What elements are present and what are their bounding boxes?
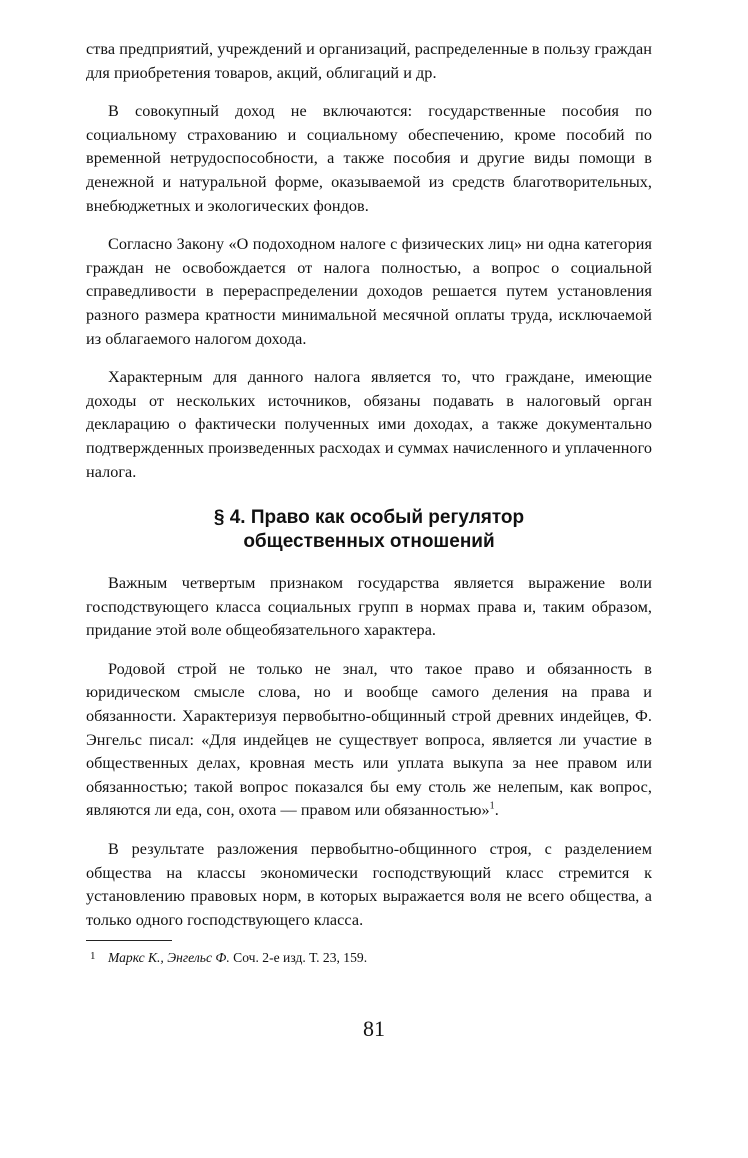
page-number: 81 [363, 1016, 385, 1041]
paragraph-class-society: В результате разложения первобытно-общинного строя, с разделением общества на классы экономически господствующий класс стремится к установлению правовых норм, в которых выражается воля не всего общества, а только одного господствующего класса. [86, 840, 652, 929]
footnote-reference: 1 [489, 801, 495, 813]
section-heading-line1: § 4. Право как особый регулятор [213, 507, 525, 529]
paragraph-continuation: ства предприятий, учреждений и организаций, распределенные в пользу граждан для приобретения товаров, акций, облигаций и др. [86, 40, 652, 82]
footnote-authors: Маркс К., Энгельс Ф. [108, 950, 230, 966]
footnote [86, 947, 652, 967]
section-heading-line2: общественных отношений [243, 531, 495, 553]
paragraph-tribal-system-text: Родовой строй не только не знал, что такое право и обязанность в юридическом смысле слова, но и вообще самого деления на права и обязанности. Характеризуя первобытно-общинный строй древних индейцев, Ф. Энгельс писал: «Для индейцев не существует вопроса, является ли участие в общественных делах, кровная месть или уплата выкупа за нее правом или обязанностью; такой вопрос показался бы ему столь же нелепым, как вопрос, являются ли еда, сон, охота — правом или обязанностью» [86, 659, 652, 820]
section-heading [86, 506, 652, 554]
book-page [86, 38, 652, 967]
footnote-divider [86, 940, 172, 941]
paragraph-declaration: Характерным для данного налога является то, что граждане, имеющие доходы от нескольких источников, обязаны подавать в налоговый орган декларацию о фактически полученных ими доходах, а также документально подтвержденных произведенных расходах и суммах начисленного и уплаченного налога. [86, 368, 652, 481]
paragraph-tribal-system: Родовой строй не только не знал, что такое право и обязанность в юридическом смысле слова, но и вообще самого деления на права и обязанности. Характеризуя первобытно-общинный строй древних индейцев, Ф. Энгельс писал: «Для индейцев не существует вопроса, является ли участие в общественных делах, кровная месть или уплата выкупа за нее правом или обязанностью; такой вопрос показался бы ему столь же нелепым, как вопрос, являются ли еда, сон, охота — правом или обязанностью»$^1$. [86, 659, 652, 820]
footnote-source: Соч. 2-е изд. Т. 23, 159. [233, 950, 368, 966]
paragraph-fourth-feature: Важным четвертым признаком государства является выражение воли господствующего класса социальных групп в нормах права и, таким образом, придание этой воле общеобязательного характера. [86, 574, 652, 640]
paragraph-tax-law: Согласно Закону «О подоходном налоге с физических лиц» ни одна категория граждан не освобождается от налога полностью, а вопрос о социальной справедливости в перераспределении доходов решается путем установления разного размера кратности минимальной месячной оплаты труда, исключаемой из облагаемого налогом дохода. [86, 235, 652, 348]
footnote-mark: 1 [90, 950, 96, 963]
paragraph-excluded-income: В совокупный доход не включаются: государственные пособия по социальному страхованию и социальному обеспечению, кроме пособий по временной нетрудоспособности, а также пособия и другие виды помощи в денежной и натуральной форме, оказываемой из средств благотворительных, внебюджетных и экологических фондов. [86, 102, 652, 215]
